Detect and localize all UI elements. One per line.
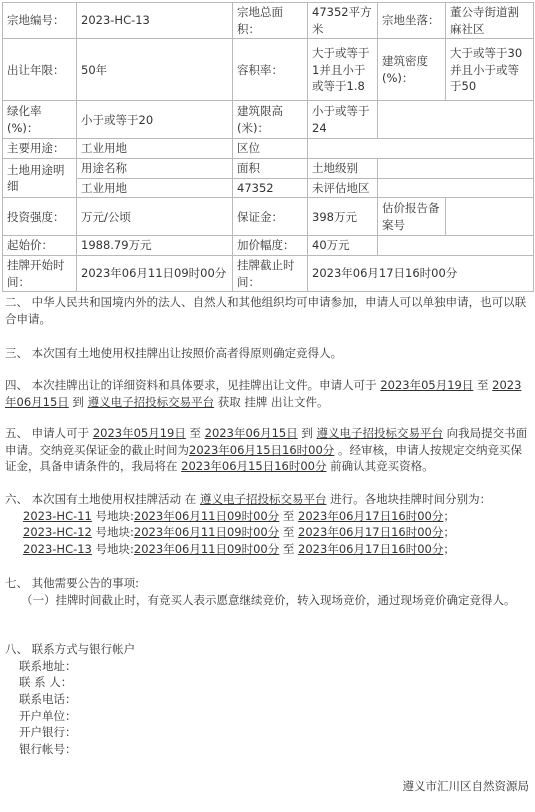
- cell-label: 估价报告备案号: [378, 198, 446, 236]
- cell-label: 保证金：: [233, 198, 308, 236]
- text: 到: [68, 394, 88, 409]
- plot-schedule-line: [5, 541, 530, 558]
- cell-label: 挂牌截止时间：: [233, 256, 308, 292]
- text: 号地块:: [91, 542, 134, 557]
- cell-label: 建筑限高(米)：: [233, 101, 308, 139]
- cell-value: 大于或等于30并且小于或等于50: [446, 39, 534, 101]
- cell-value: 大于或等于1并且小于或等于1.8: [308, 39, 378, 101]
- text: ；: [443, 542, 455, 557]
- end-time-link[interactable]: 2023年06月17日16时00分: [298, 525, 444, 540]
- cell-value: 47352: [233, 178, 308, 198]
- text: 号地块:: [91, 508, 134, 523]
- text: 前确认其竞买资格。: [326, 459, 434, 474]
- paragraph-6: [5, 491, 530, 558]
- table-row: [3, 101, 534, 139]
- paragraph-3: 三、 本次国有土地使用权挂牌出让按照价高者得原则确定竞得人。: [5, 346, 343, 360]
- cell-value: 小于或等于20: [77, 101, 233, 139]
- cell-value: 47352平方米: [308, 3, 378, 39]
- paragraph-7: [5, 575, 530, 608]
- cell-value: 工业用地: [77, 139, 233, 159]
- platform-link[interactable]: 遵义电子招投标交易平台: [87, 394, 215, 409]
- issuer-signature: 遵义市汇川区自然资源局: [402, 779, 529, 793]
- cell-empty: [378, 159, 534, 179]
- table-row: [3, 139, 534, 159]
- cell-value: 40万元: [308, 236, 378, 256]
- cell-value: 董公寺街道割麻社区: [446, 3, 534, 39]
- deadline-link[interactable]: 2023年06月15日16时00分: [181, 459, 327, 474]
- cell-value: 工业用地: [77, 178, 233, 198]
- paragraph-4: [5, 377, 530, 410]
- paragraph-7-item: （一）挂牌时间截止时，有竞买人表示愿意继续竞价，转入现场竞价，通过现场竞价确定竞得人。: [21, 592, 516, 607]
- text: 至: [185, 426, 205, 440]
- cell-label: 挂牌开始时间：: [3, 256, 77, 292]
- plot-schedule-line: [5, 508, 530, 525]
- cell-value: 小于或等于24: [308, 101, 378, 139]
- start-time-link[interactable]: 2023年06月11日09时00分: [133, 525, 280, 540]
- text: 获取 挂牌 出让文件。: [214, 394, 329, 409]
- text: 至: [279, 542, 299, 557]
- cell-label: 投资强度：: [3, 198, 77, 236]
- paragraph-2: 二、 中华人民共和国境内外的法人、自然人和其他组织均可申请参加，申请人可以单独申请，也可以联合申请。: [5, 295, 527, 326]
- text: 五、 申请人可于: [5, 426, 93, 440]
- cell-empty: [308, 139, 534, 159]
- end-time-link[interactable]: 2023年06月17日16时00分: [298, 542, 444, 557]
- table-row: [3, 198, 534, 236]
- cell-label: 容积率：: [233, 39, 308, 101]
- start-time-link[interactable]: 2023年06月11日09时00分: [133, 542, 280, 557]
- paragraph-5: [5, 425, 530, 475]
- cell-value: 未评估地区: [308, 178, 378, 198]
- cell-label: 起始价：: [3, 236, 77, 256]
- text: ；: [443, 508, 455, 523]
- contact-person-label: 联 系 人：: [19, 675, 73, 690]
- text: 至: [473, 378, 493, 392]
- deadline-link[interactable]: 2023年06月15日16时00分: [189, 442, 335, 457]
- cell-empty: [378, 101, 534, 139]
- table-row: [3, 159, 534, 179]
- cell-header: 土地级别: [308, 159, 378, 179]
- cell-value: 398万元: [308, 198, 378, 236]
- cell-header: 面积: [233, 159, 308, 179]
- cell-label: 建筑密度(%)：: [378, 39, 446, 101]
- cell-empty: [446, 198, 534, 236]
- cell-label: 宗地坐落：: [378, 3, 446, 39]
- paragraph-8: [5, 641, 530, 758]
- table-row: [3, 178, 534, 198]
- cell-empty: [378, 178, 534, 198]
- cell-value: 1988.79万元: [77, 236, 233, 256]
- land-parcel-table: [2, 2, 534, 292]
- contact-address-label: 联系地址：: [19, 658, 77, 673]
- text: ；: [443, 525, 455, 540]
- text: 至: [279, 525, 299, 540]
- cell-label: 宗地编号：: [3, 3, 77, 39]
- text: 至: [279, 508, 299, 523]
- cell-value: 万元/公顷: [77, 198, 233, 236]
- start-time-link[interactable]: 2023年06月11日09时00分: [133, 508, 280, 523]
- text: 号地块:: [91, 525, 134, 540]
- table-row: [3, 236, 534, 256]
- date-link[interactable]: 2023年06月15日: [5, 378, 522, 409]
- table-row: [3, 3, 534, 39]
- cell-label: 土地用途明细: [3, 159, 77, 198]
- cell-label: 宗地总面积：: [233, 3, 308, 39]
- cell-label: 区位: [233, 139, 308, 159]
- text: 。经审核，申请人按规定交纳竞买保证金，具备申请条件的，我局将在: [5, 442, 522, 474]
- section-heading: 八、 联系方式与银行帐户: [5, 642, 136, 656]
- text: 进行。各地块挂牌时间分别为：: [326, 492, 492, 506]
- cell-label: 绿化率(%)：: [3, 101, 77, 139]
- plot-code-link[interactable]: 2023-HC-12: [23, 525, 92, 540]
- platform-link[interactable]: 遵义电子招投标交易平台: [316, 426, 444, 440]
- cell-header: 用途名称: [77, 159, 233, 179]
- text: 向我局提交书面申请。交纳竞买保证金的截止时间为: [5, 426, 528, 457]
- account-holder-label: 开户单位：: [19, 708, 77, 723]
- plot-code-link[interactable]: 2023-HC-13: [23, 542, 92, 557]
- cell-value: 2023年06月17日16时00分: [308, 256, 534, 292]
- platform-link[interactable]: 遵义电子招投标交易平台: [199, 492, 327, 506]
- cell-label: 主要用途：: [3, 139, 77, 159]
- plot-code-link[interactable]: 2023-HC-11: [23, 508, 92, 523]
- cell-value: 2023年06月11日09时00分: [77, 256, 233, 292]
- table-row: [3, 256, 534, 292]
- date-link[interactable]: 2023年05月19日: [380, 378, 474, 392]
- section-heading: 七、 其他需要公告的事项:: [5, 576, 140, 590]
- end-time-link[interactable]: 2023年06月17日16时00分: [298, 508, 444, 523]
- cell-value: 50年: [77, 39, 233, 101]
- table-row: [3, 39, 534, 101]
- text: 四、 本次挂牌出让的详细资料和具体要求，见挂牌出让文件。申请人可于: [5, 378, 381, 392]
- text: 六、 本次国有土地使用权挂牌活动 在: [5, 492, 200, 506]
- cell-label: 出让年限：: [3, 39, 77, 101]
- cell-value: 2023-HC-13: [77, 3, 233, 39]
- cell-empty: [378, 236, 534, 256]
- account-number-label: 银行帐号：: [19, 742, 77, 757]
- text: 到: [297, 426, 317, 440]
- plot-schedule-line: [5, 524, 530, 541]
- date-link[interactable]: 2023年06月15日: [204, 426, 298, 440]
- cell-label: 加价幅度：: [233, 236, 308, 256]
- bank-name-label: 开户银行：: [19, 725, 77, 740]
- contact-phone-label: 联系电话：: [19, 692, 77, 707]
- date-link[interactable]: 2023年05月19日: [92, 426, 186, 440]
